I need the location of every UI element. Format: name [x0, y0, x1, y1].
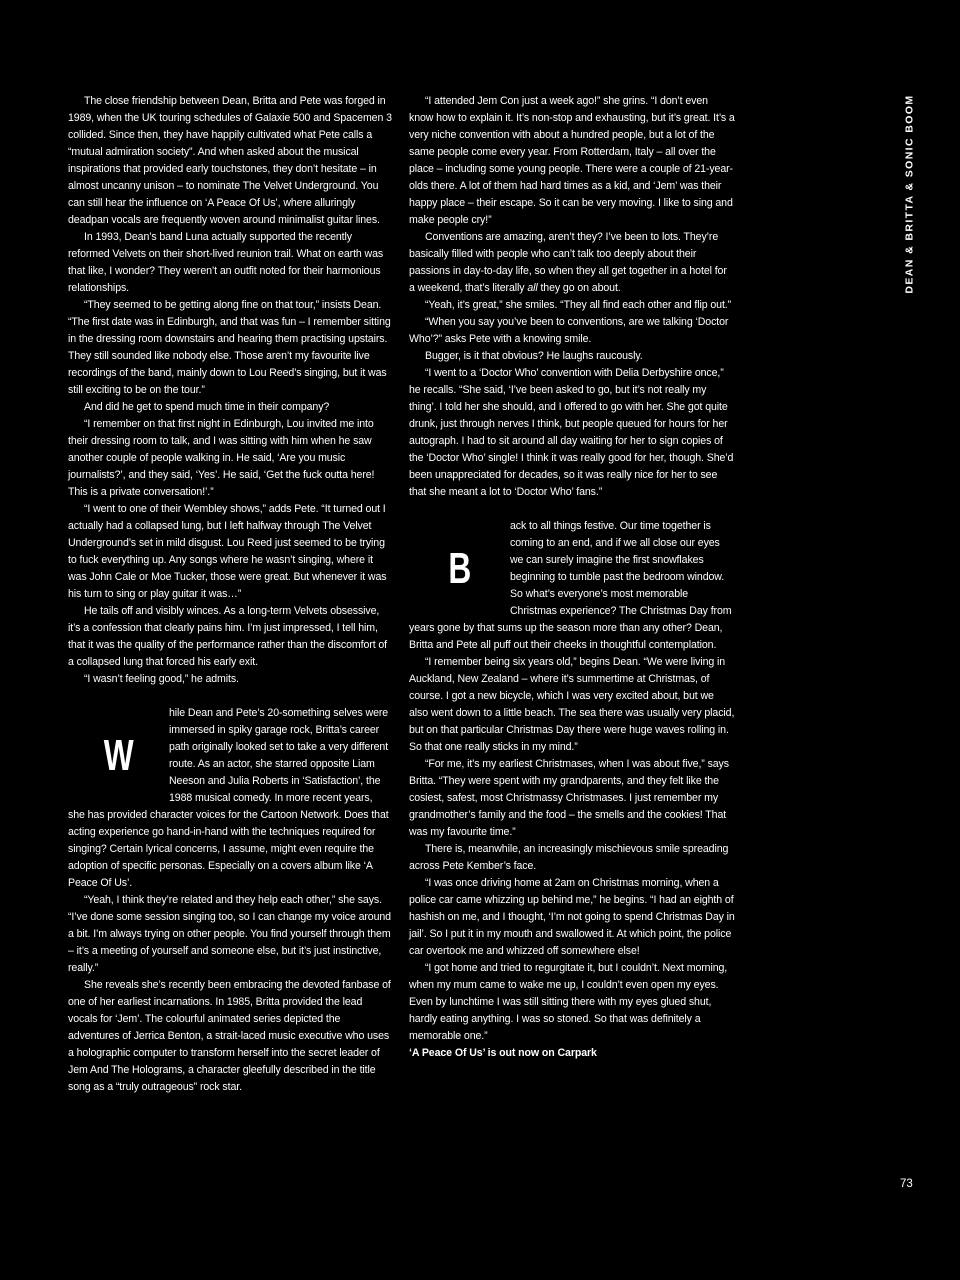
- paragraph: “I was once driving home at 2am on Christmas morning, when a police car came whizzing up behind me,” he begins. “I had an eighth of hashish on me, and I thought, ‘I’m not going to spend Christmas Day in jail’. So I put it in my mouth and swallowed it. At which point, the police car overtook me and whizzed off somewhere else!: [409, 877, 735, 957]
- drop-cap-letter: B: [448, 544, 471, 593]
- paragraph: “They seemed to be getting along fine on that tour,” insists Dean. “The first date was in Edinburgh, and that was fun – I remember sitting in the dressing room downstairs and hearing them practising upstairs. They still sounded like nobody else. Those aren’t my favourite live recordings of the band, mainly down to Lou Reed’s singing, but it was still exciting to be on the tour.”: [68, 299, 391, 396]
- drop-cap-letter: W: [103, 731, 134, 780]
- paragraph: “For me, it’s my earliest Christmases, when I was about five,” says Britta. “They were spent with my grandparents, and they felt like the cosiest, safest, most Christmassy Christmases. I just remember my grandmother’s family and the food – the smells and the cookies! That was my favourite time.”: [409, 758, 729, 838]
- paragraph: In 1993, Dean’s band Luna actually supported the recently reformed Velvets on their short-lived reunion trail. What on earth was that like, I wonder? They weren’t an outfit noted for their harmonious relationships.: [68, 231, 384, 294]
- paragraph: The close friendship between Dean, Britta and Pete was forged in 1989, when the UK touring schedules of Galaxie 500 and Spacemen 3 collided. Since then, they have happily cultivated what Pete calls a “mutual admiration society”. And when asked about the musical inspirations that provided early touchstones, they don’t hesitate – in almost uncanny unison – to nominate The Velvet Underground. You can still hear the influence on ‘A Peace Of Us’, where alluringly deadpan vocals are frequently woven around minimalist guitar lines.: [68, 95, 392, 226]
- paragraph: Bugger, is it that obvious? He laughs raucously.: [425, 350, 643, 362]
- paragraph-text: they go on about.: [540, 282, 621, 294]
- paragraph: “I went to one of their Wembley shows,” adds Pete. “It turned out I actually had a collapsed lung, but I left halfway through The Velvet Underground’s set in mild disgust. Lou Reed just seemed to be trying to fuck everything up. Any songs where he wasn’t singing, where it was John Cale or Moe Tucker, those were great. But whenever it was his turn to sing or play guitar it was…”: [68, 503, 387, 600]
- section-opening: [409, 518, 735, 654]
- paragraph: There is, meanwhile, an increasingly mischievous smile spreading across Pete Kember’s face.: [409, 843, 729, 872]
- paragraph: “I remember being six years old,” begins Dean. “We were living in Auckland, New Zealand – where it’s summertime at Christmas, of course. I got a new bicycle, which I was very excited about, but we also went down to a little beach. The sea there was usually very placid, but on that particular Christmas Day there were huge waves rolling in. So that one really sticks in my mind.”: [409, 656, 735, 753]
- paragraph: He tails off and visibly winces. As a long-term Velvets obsessive, it’s a confession that clearly pains him. I’m just impressed, I tell him, that it was the quality of the performance rather than the discomfort of a collapsed lung that forced his early exit.: [68, 605, 388, 668]
- drop-cap: [68, 705, 169, 807]
- paragraph: “I attended Jem Con just a week ago!” she grins. “I don’t even know how to explain it. It’s non-stop and exhausting, but it’s great. It’s a very niche convention with about a hundred people, but a lot of the same people come every year. From Rotterdam, Italy – all over the place – including some young people. There were a couple of 21-year-olds there. A lot of them had hard times as a kid, and ‘Jem’ was their happy place – their escape. So it can be very moving. I like to sing and make people cry!”: [409, 95, 735, 226]
- paragraph: ack to all things festive. Our time together is coming to an end, and if we all close our eyes we can surely imagine the first snowflakes beginning to tumble past the bedroom window. So what’s everyone’s most memorable Christmas experience? The Christmas Day from years gone by that sums up the season more than any other? Dean, Britta and Pete all puff out their cheeks in thoughtful contemplation.: [409, 520, 732, 651]
- section-opening: [68, 705, 392, 892]
- article-column-left: [68, 93, 392, 1096]
- drop-cap: [409, 518, 510, 620]
- paragraph: “I went to a ‘Doctor Who’ convention with Delia Derbyshire once,” he recalls. “She said, ‘I’ve been asked to go, but it’s not really my thing’. I told her she should, and I offered to go with her. She got quite drunk, just through nerves I think, but people queued for hours for her autograph. I had to sit around all day waiting for her to sign copies of the ‘Doctor Who’ single! I think it was really good for her, though. She’d been unappreciated for decades, so it was really nice for her to see that she meant a lot to ‘Doctor Who’ fans.”: [409, 367, 734, 498]
- sidebar-text: DEAN & BRITTA & SONIC BOOM: [904, 94, 916, 294]
- paragraph: hile Dean and Pete’s 20-something selves were immersed in spiky garage rock, Britta’s career path originally looked set to take a very different route. As an actor, she starred opposite Liam Neeson and Julia Roberts in ‘Satisfaction’, the 1988 musical comedy. In more recent years, she has provided character voices for the Cartoon Network. Does that acting experience go hand-in-hand with the techniques required for singing? Certain lyrical concerns, I assume, might even require the adoption of specific personas. Especially on a covers album like ‘A Peace Of Us’.: [68, 707, 389, 889]
- paragraph: “I remember on that first night in Edinburgh, Lou invited me into their dressing room to talk, and I was sitting with him when he saw another couple of people walking in. He said, ‘Are you music journalists?’, and they said, ‘Yes’. He said, ‘Get the fuck outta here! This is a private conversation!’.”: [68, 418, 375, 498]
- paragraph: “When you say you’ve been to conventions, are we talking ‘Doctor Who’?” asks Pete with a knowing smile.: [409, 316, 729, 345]
- section-sidebar-label: [903, 88, 917, 300]
- paragraph: And did he get to spend much time in their company?: [84, 401, 330, 413]
- paragraph: “Yeah, it’s great,” she smiles. “They all find each other and flip out.”: [425, 299, 732, 311]
- paragraph-text: Conventions are amazing, aren’t they? I’ve been to lots. They’re basically filled with people who can’t talk too deeply about their passions in day-to-day life, so when they all get together in a hotel for a weekend, that’s literally: [409, 231, 727, 294]
- page-number: 73: [900, 1178, 913, 1190]
- paragraph: “I wasn’t feeling good,” he admits.: [84, 673, 239, 685]
- paragraph: “Yeah, I think they’re related and they help each other,” she says. “I’ve done some session singing too, so I can change my voice around a bit. I’m always trying on other people. You find yourself through them – it’s a meeting of yourself and someone else, but it’s just instinctive, really.”: [68, 894, 391, 974]
- article-column-right: [409, 93, 735, 1062]
- paragraph: She reveals she’s recently been embracing the devoted fanbase of one of her earliest incarnations. In 1985, Britta provided the lead vocals for ‘Jem’. The colourful animated series depicted the adventures of Jerrica Benton, a strait-laced music executive who uses a holographic computer to transform herself into the secret leader of Jem And The Holograms, a character gleefully described in the title song as a “truly outrageous” rock star.: [68, 979, 391, 1093]
- paragraph: “I got home and tried to regurgitate it, but I couldn’t. Next morning, when my mum came to wake me up, I couldn’t even open my eyes. Even by lunchtime I was still sitting there with my eyes glued shut, hardly eating anything. I was so stoned. So that was definitely a memorable one.”: [409, 962, 728, 1042]
- emphasis-text: all: [527, 282, 538, 294]
- paragraph: [409, 229, 735, 297]
- release-credit: ‘A Peace Of Us’ is out now on Carpark: [409, 1047, 597, 1059]
